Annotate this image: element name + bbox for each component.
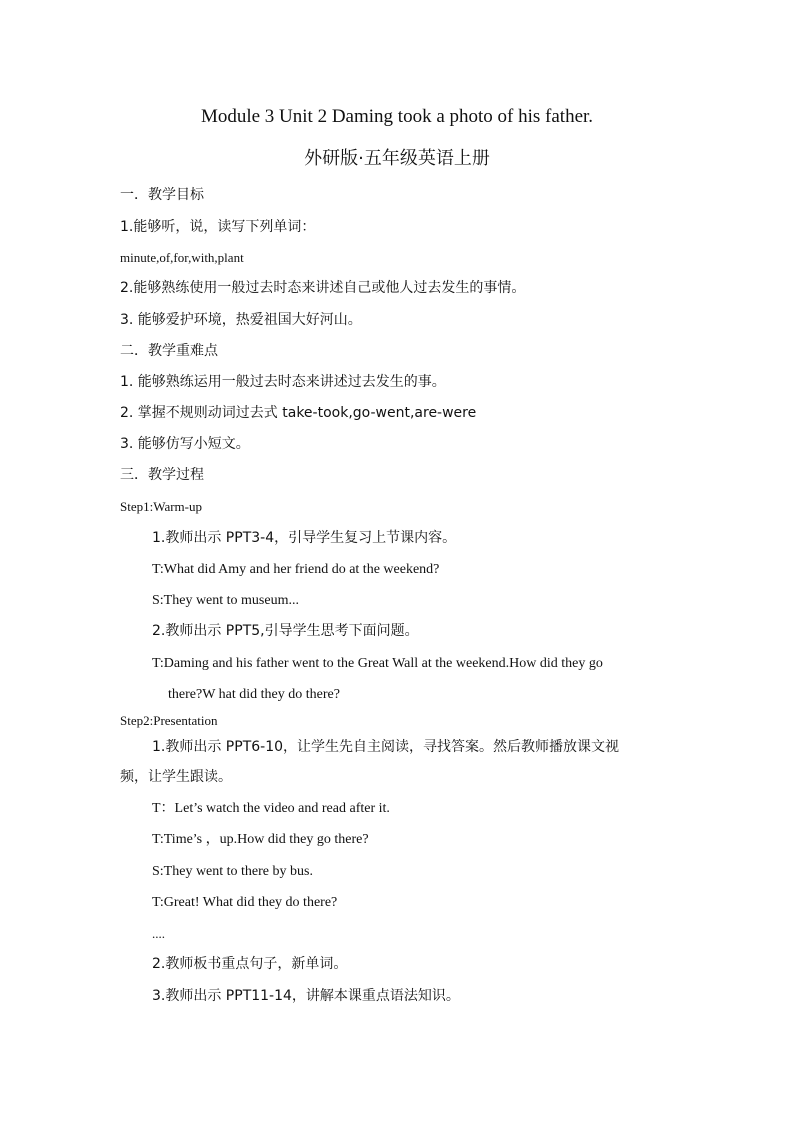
step1-item-2: 2.教师出示 PPT5,引导学生思考下面问题。 (152, 623, 419, 639)
objective-words: minute,of,for,with,plant (120, 250, 244, 265)
step2-item-3: 3.教师出示 PPT11-14，讲解本课重点语法知识。 (152, 988, 460, 1004)
objective-item-1: 1.能够听，说，读写下列单词： (120, 219, 316, 235)
step2-item-1-line2: 频，让学生跟读。 (120, 769, 232, 785)
step2-teacher-line-3: T:Great! What did they do there? (152, 895, 338, 910)
step2-heading: Step2:Presentation (120, 713, 218, 728)
key-point-item-3: 3. 能够仿写小短文。 (120, 436, 250, 452)
document-title: Module 3 Unit 2 Daming took a photo of his father. (200, 106, 594, 127)
step2-teacher-line-1: T：Let’s watch the video and read after it. (152, 801, 390, 816)
step1-teacher-line: T:What did Amy and her friend do at the weekend? (152, 562, 440, 577)
section-heading-key-points: 二．教学重难点 (120, 343, 218, 359)
section-heading-objectives: 一．教学目标 (120, 187, 204, 203)
step1-heading: Step1:Warm-up (120, 499, 202, 514)
step2-item-2: 2.教师板书重点句子，新单词。 (152, 956, 348, 972)
step2-item-1-line1: 1.教师出示 PPT6-10，让学生先自主阅读，寻找答案。然后教师播放课文视 (152, 739, 620, 755)
section-heading-process: 三．教学过程 (120, 467, 204, 483)
objective-item-3: 3. 能够爱护环境，热爱祖国大好河山。 (120, 312, 362, 328)
step2-student-line: S:They went to there by bus. (152, 864, 313, 879)
step2-teacher-line-2: T:Time’s ，up.How did they go there? (152, 832, 369, 847)
objective-item-2: 2.能够熟练使用一般过去时态来讲述自己或他人过去发生的事情。 (120, 280, 526, 296)
step1-item-1: 1.教师出示 PPT3-4，引导学生复习上节课内容。 (152, 530, 457, 546)
step1-teacher-question-line2: there?W hat did they do there? (168, 687, 340, 702)
key-point-item-1: 1. 能够熟练运用一般过去时态来讲述过去发生的事。 (120, 374, 446, 390)
key-point-item-2: 2. 掌握不规则动词过去式 take-took,go-went,are-were (120, 405, 477, 421)
step1-student-line: S:They went to museum... (152, 593, 299, 608)
step2-ellipsis: .... (152, 926, 165, 941)
document-subtitle: 外研版·五年级英语上册 (304, 148, 490, 169)
step1-teacher-question-line1: T:Daming and his father went to the Great Wall at the weekend.How did they go (152, 656, 603, 671)
